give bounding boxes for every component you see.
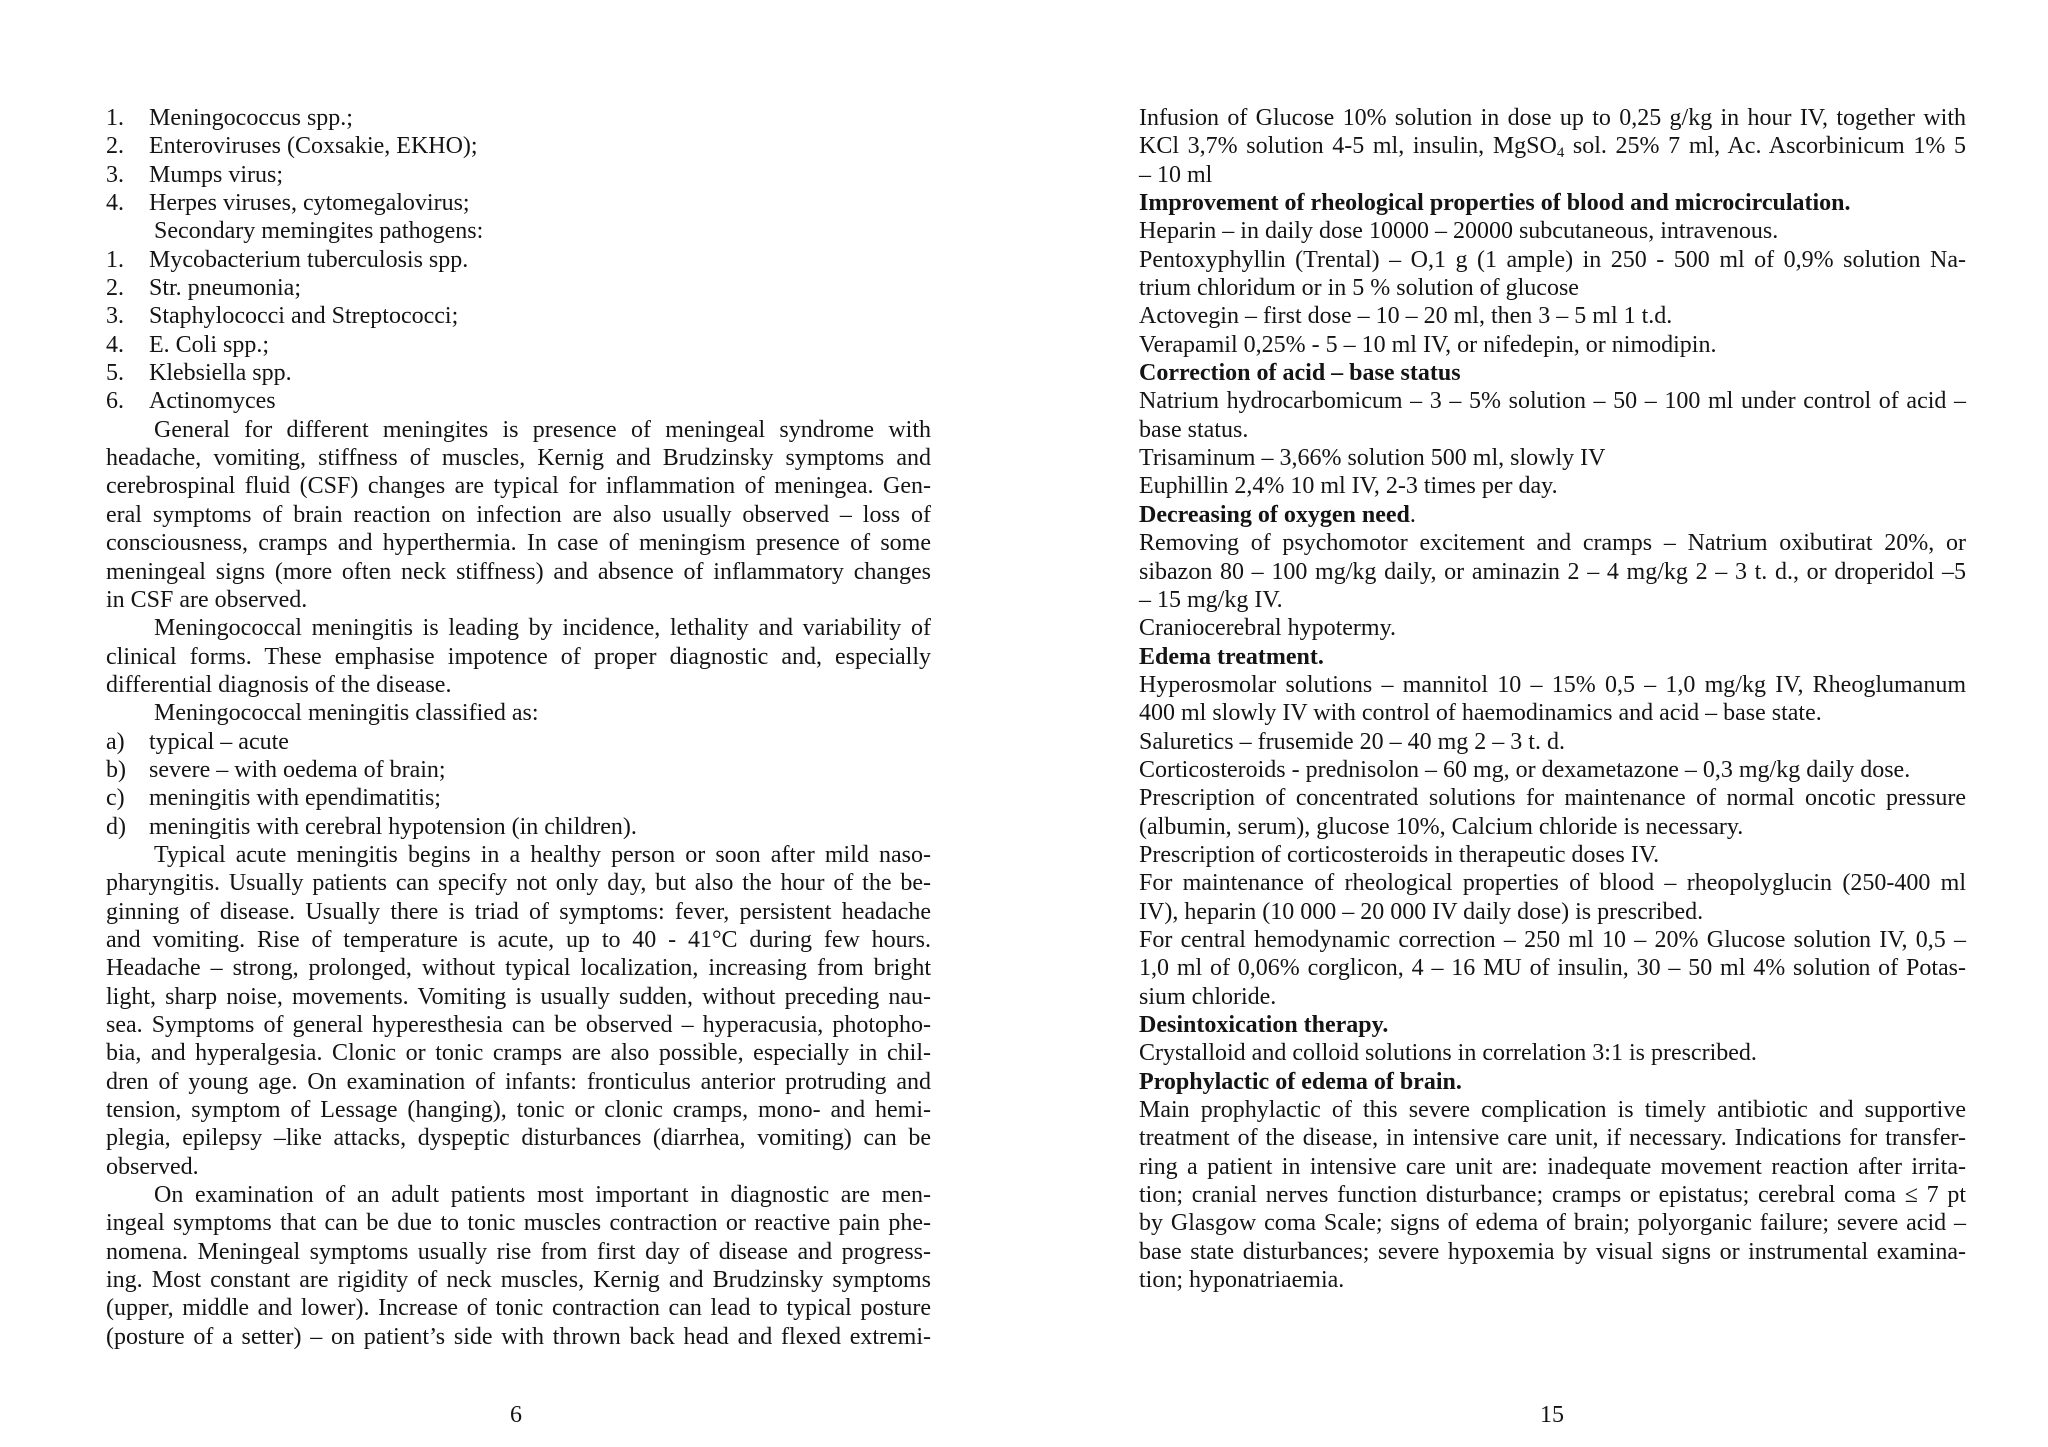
line-text: Heparin – in daily dose 10000 – 20000 subcutaneous, intravenous. — [1139, 218, 1779, 245]
text-line — [1139, 841, 1966, 869]
text-line — [1139, 1124, 1966, 1152]
line-text: sibazon 80 – 100 mg/kg daily, or aminazin 2 – 4 mg/kg 2 – 3 t. d., or droperidol –5 — [1139, 558, 1966, 585]
text-line — [106, 1294, 931, 1322]
line-text: light, sharp noise, movements. Vomiting is usually sudden, without preceding nau- — [106, 983, 931, 1010]
page-number-right: 15 — [1540, 1402, 1564, 1428]
line-text: observed. — [106, 1153, 199, 1180]
line-text: base status. — [1139, 416, 1249, 443]
text-line — [1139, 472, 1966, 500]
line-text: – 15 mg/kg IV. — [1139, 586, 1283, 613]
line-text: Removing of psychomotor excitement and cramps – Natrium oxibutirat 20%, or — [1139, 530, 1966, 557]
text-entry — [1139, 671, 1966, 728]
line-text: General for different meningites is presence of meningeal syndrome with — [154, 416, 931, 443]
list-item — [106, 784, 931, 812]
line-text: Saluretics – frusemide 20 – 40 mg 2 – 3 t. d. — [1139, 728, 1565, 755]
paragraph — [106, 699, 931, 727]
text-line — [106, 529, 931, 557]
list-marker: c) — [106, 785, 125, 812]
line-text: Pentoxyphyllin (Trental) – O,1 g (1 ample) in 250 - 500 ml of 0,9% solution Na- — [1139, 246, 1966, 273]
text-line — [1139, 614, 1966, 642]
paragraph — [106, 416, 931, 614]
list-item-text: meningitis with cerebral hypotension (in children). — [149, 813, 637, 840]
list-item — [106, 132, 931, 160]
text-entry — [1139, 869, 1966, 926]
list-item-text: Enteroviruses (Coxsakie, EKHO); — [149, 133, 478, 160]
list-marker: 3. — [106, 303, 124, 330]
list-item-text: Str. pneumonia; — [149, 275, 301, 302]
text-entry — [1139, 529, 1966, 614]
line-text: by Glasgow coma Scale; signs of edema of brain; polyorganic failure; severe acid – — [1139, 1210, 1966, 1237]
text-line — [106, 954, 931, 982]
line-text: Corticosteroids - prednisolon – 60 mg, or dexametazone – 0,3 mg/kg daily dose. — [1139, 756, 1911, 783]
section-heading — [1139, 501, 1966, 529]
line-text: IV), heparin (10 000 – 20 000 IV daily dose) is prescribed. — [1139, 898, 1704, 925]
text-line — [1139, 1209, 1966, 1237]
text-line — [1139, 1181, 1966, 1209]
text-line — [1139, 926, 1966, 954]
text-line — [1139, 1011, 1966, 1039]
line-text: differential diagnosis of the disease. — [106, 671, 452, 698]
list-item — [106, 331, 931, 359]
text-line — [1139, 246, 1966, 274]
line-text: Crystalloid and colloid solutions in correlation 3:1 is prescribed. — [1139, 1040, 1757, 1067]
text-line — [1139, 444, 1966, 472]
line-text: Main prophylactic of this severe complication is timely antibiotic and supportive — [1139, 1097, 1966, 1124]
text-line — [1139, 954, 1966, 982]
list-item — [106, 359, 931, 387]
text-line — [106, 1266, 931, 1294]
list-item — [106, 189, 931, 217]
text-line — [106, 416, 931, 444]
line-text: (posture of a setter) – on patient’s side with thrown back head and flexed extremi- — [106, 1323, 931, 1350]
text-line — [1139, 189, 1966, 217]
text-line — [106, 1238, 931, 1266]
line-text: Craniocerebral hypotermy. — [1139, 615, 1397, 642]
text-line — [1139, 217, 1966, 245]
line-text: Secondary memingites pathogens: — [154, 218, 484, 245]
text-entry — [1139, 104, 1966, 189]
text-line — [106, 699, 931, 727]
text-run: sol. 25% 7 ml, Ac. Ascorbinicum 1% 5 — [1564, 133, 1966, 160]
line-text: in CSF are observed. — [106, 586, 308, 613]
text-line — [106, 472, 931, 500]
text-line — [106, 614, 931, 642]
line-text: For central hemodynamic correction – 250 ml 10 – 20% Glucose solution IV, 0,5 – — [1139, 926, 1966, 953]
paragraph — [106, 217, 931, 245]
numbered-list — [106, 246, 931, 416]
line-text: tion; cranial nerves function disturbance; cramps or epistatus; cerebral coma ≤ 7 pt — [1139, 1182, 1966, 1209]
heading-text: Desintoxication therapy. — [1139, 1012, 1389, 1038]
list-item — [106, 813, 931, 841]
text-entry — [1139, 246, 1966, 303]
page-number-left: 6 — [510, 1402, 522, 1428]
text-line — [1139, 1039, 1966, 1067]
text-entry — [1139, 331, 1966, 359]
subscript: 4 — [1556, 145, 1565, 162]
text-line — [106, 586, 931, 614]
list-item-text: severe – with oedema of brain; — [149, 756, 446, 783]
line-text: Verapamil 0,25% - 5 – 10 ml IV, or nifedepin, or nimodipin. — [1139, 331, 1717, 358]
line-text: ring a patient in intensive care unit are: inadequate movement reaction after irrita- — [1139, 1153, 1966, 1180]
text-line — [106, 1011, 931, 1039]
text-line — [1139, 359, 1966, 387]
numbered-list — [106, 104, 931, 217]
text-line — [1139, 1153, 1966, 1181]
heading-text: Improvement of rheological properties of blood and microcirculation. — [1139, 190, 1851, 217]
line-text: Prescription of concentrated solutions for maintenance of normal oncotic pressure — [1139, 785, 1966, 812]
list-item — [106, 728, 931, 756]
text-line — [1139, 1068, 1966, 1096]
section-heading — [1139, 1011, 1966, 1039]
line-text: Meningococcal meningitis is leading by incidence, lethality and variability of — [154, 615, 931, 642]
heading-text: Prophylactic of edema of brain. — [1139, 1068, 1462, 1095]
list-marker: 4. — [106, 331, 124, 358]
heading-text: Correction of acid – base status — [1139, 360, 1461, 387]
text-line — [106, 217, 931, 245]
list-item-text: meningitis with ependimatitis; — [149, 785, 441, 812]
list-marker: a) — [106, 728, 125, 755]
text-line — [106, 983, 931, 1011]
text-line — [1139, 558, 1966, 586]
text-entry — [1139, 444, 1966, 472]
line-text: nomena. Meningeal symptoms usually rise from first day of disease and progress- — [106, 1238, 931, 1265]
numbered-list — [106, 728, 931, 841]
text-line — [106, 1153, 931, 1181]
text-line — [1139, 728, 1966, 756]
text-line — [106, 1124, 931, 1152]
line-text: trium chloridum or in 5 % solution of glucose — [1139, 275, 1579, 302]
line-text: dren of young age. On examination of infants: fronticulus anterior protruding and — [106, 1068, 931, 1095]
list-item-text: Meningococcus spp.; — [149, 105, 353, 131]
list-marker: d) — [106, 813, 126, 840]
text-line — [1139, 132, 1966, 160]
line-text: For maintenance of rheological properties of blood – rheopolyglucin (250-400 ml — [1139, 870, 1966, 897]
list-item — [106, 387, 931, 415]
text-entry — [1139, 728, 1966, 756]
text-line — [106, 926, 931, 954]
line-text: treatment of the disease, in intensive care unit, if necessary. Indications for transfer- — [1139, 1125, 1966, 1152]
right-page-text-column — [1139, 104, 1966, 1294]
line-text: 1,0 ml of 0,06% corglicon, 4 – 16 MU of insulin, 30 – 50 ml 4% solution of Potas- — [1139, 955, 1966, 982]
list-item — [106, 161, 931, 189]
text-entry — [1139, 217, 1966, 245]
line-text: Euphillin 2,4% 10 ml IV, 2-3 times per day. — [1139, 473, 1558, 500]
section-heading — [1139, 643, 1966, 671]
text-run: . — [1409, 501, 1416, 528]
line-text: Actovegin – first dose – 10 – 20 ml, then 3 – 5 ml 1 t.d. — [1139, 303, 1673, 330]
list-item-text: typical – acute — [149, 728, 289, 755]
text-line — [1139, 756, 1966, 784]
list-item-text: Mumps virus; — [149, 161, 284, 188]
line-text: Infusion of Glucose 10% solution in dose up to 0,25 g/kg in hour IV, together with — [1139, 105, 1966, 131]
line-text: (upper, middle and lower). Increase of tonic contraction can lead to typical posture — [106, 1295, 931, 1322]
line-text: plegia, epilepsy –like attacks, dyspeptic disturbances (diarrhea, vomiting) can be — [106, 1125, 931, 1152]
line-text: cerebrospinal fluid (CSF) changes are typical for inflammation of meningea. Gen- — [106, 473, 931, 500]
line-text: bia, and hyperalgesia. Clonic or tonic cramps are also possible, especially in chil- — [106, 1040, 931, 1067]
text-entry — [1139, 841, 1966, 869]
text-line — [106, 643, 931, 671]
line-text: 400 ml slowly IV with control of haemodinamics and acid – base state. — [1139, 700, 1822, 727]
list-item-text: Mycobacterium tuberculosis spp. — [149, 246, 469, 273]
list-item — [106, 302, 931, 330]
text-line — [1139, 1238, 1966, 1266]
line-text: Typical acute meningitis begins in a healthy person or soon after mild naso- — [154, 841, 931, 868]
line-text: base state disturbances; severe hypoxemia by visual signs or instrumental examina- — [1139, 1238, 1966, 1265]
text-line — [1139, 671, 1966, 699]
list-item-text: E. Coli spp.; — [149, 331, 270, 358]
line-text: Prescription of corticosteroids in therapeutic doses IV. — [1139, 841, 1660, 868]
text-line — [1139, 501, 1966, 529]
text-line — [106, 869, 931, 897]
line-text: consciousness, cramps and hyperthermia. In case of meningism presence of some — [106, 530, 931, 557]
text-line — [106, 1096, 931, 1124]
list-marker: 2. — [106, 275, 124, 302]
line-text: Trisaminum – 3,66% solution 500 ml, slowly IV — [1139, 445, 1606, 472]
left-page-text-column — [106, 104, 931, 1351]
text-entry — [1139, 614, 1966, 642]
text-entry — [1139, 784, 1966, 841]
line-text: meningeal signs (more often neck stiffness) and absence of inflammatory changes — [106, 558, 931, 585]
line-text: sea. Symptoms of general hyperesthesia can be observed – hyperacusia, photopho- — [106, 1012, 931, 1038]
text-line — [1139, 898, 1966, 926]
text-line — [106, 1181, 931, 1209]
line-text: ginning of disease. Usually there is triad of symptoms: fever, persistent headache — [106, 898, 931, 925]
text-line — [1139, 416, 1966, 444]
text-entry — [1139, 756, 1966, 784]
list-item — [106, 246, 931, 274]
text-line — [1139, 387, 1966, 415]
line-text: clinical forms. These emphasise impotence of proper diagnostic and, especially — [106, 643, 931, 670]
line-text: tension, symptom of Lessage (hanging), tonic or clonic cramps, mono- and hemi- — [106, 1097, 931, 1124]
line-text: and vomiting. Rise of temperature is acute, up to 40 - 41°C during few hours. — [106, 926, 931, 953]
text-line — [1139, 1266, 1966, 1294]
line-text: Hyperosmolar solutions – mannitol 10 – 15% 0,5 – 1,0 mg/kg IV, Rheoglumanum — [1139, 671, 1966, 698]
list-marker: 2. — [106, 133, 124, 160]
text-entry — [1139, 926, 1966, 1011]
list-marker: 5. — [106, 360, 124, 387]
section-heading — [1139, 1068, 1966, 1096]
text-line — [106, 841, 931, 869]
list-item-text: Herpes viruses, cytomegalovirus; — [149, 190, 470, 217]
text-line — [1139, 331, 1966, 359]
line-text: – 10 ml — [1139, 161, 1213, 188]
line-text: headache, vomiting, stiffness of muscles, Kernig and Brudzinsky symptoms and — [106, 445, 931, 472]
section-heading — [1139, 359, 1966, 387]
line-text: sium chloride. — [1139, 983, 1277, 1010]
text-line — [1139, 302, 1966, 330]
paragraph — [106, 614, 931, 699]
line-text: Meningococcal meningitis classified as: — [154, 700, 539, 727]
list-marker: 3. — [106, 161, 124, 188]
text-entry — [1139, 387, 1966, 444]
list-item — [106, 274, 931, 302]
line-text: tion; hyponatriaemia. — [1139, 1267, 1345, 1294]
text-line — [106, 1209, 931, 1237]
list-item-text: Actinomyces — [149, 388, 276, 415]
line-text: ingeal symptoms that can be due to tonic muscles contraction or reactive pain phe- — [106, 1210, 931, 1237]
line-text: Headache – strong, prolonged, without typical localization, increasing from bright — [106, 955, 931, 982]
text-line — [1139, 274, 1966, 302]
heading-text: Edema treatment. — [1139, 643, 1324, 670]
list-item — [106, 104, 931, 132]
list-item-text: Klebsiella spp. — [149, 360, 292, 387]
list-marker: 1. — [106, 105, 124, 131]
text-run: KCl 3,7% solution 4-5 ml, insulin, MgSO — [1139, 133, 1557, 160]
text-entry — [1139, 302, 1966, 330]
text-line — [1139, 983, 1966, 1011]
heading-text: Decreasing of oxygen need — [1139, 501, 1410, 528]
text-line — [106, 501, 931, 529]
text-line — [1139, 1096, 1966, 1124]
list-marker: 4. — [106, 190, 124, 217]
text-line — [1139, 813, 1966, 841]
text-line — [106, 1323, 931, 1351]
text-line — [106, 898, 931, 926]
list-item-text: Staphylococci and Streptococci; — [149, 303, 459, 330]
list-marker: 1. — [106, 246, 124, 273]
line-text: ing. Most constant are rigidity of neck muscles, Kernig and Brudzinsky symptoms — [106, 1267, 931, 1294]
text-line — [106, 444, 931, 472]
text-entry — [1139, 1039, 1966, 1067]
text-line — [106, 1039, 931, 1067]
paragraph — [106, 1181, 931, 1351]
text-line — [1139, 869, 1966, 897]
paragraph — [106, 841, 931, 1181]
section-heading — [1139, 189, 1966, 217]
text-line — [1139, 699, 1966, 727]
text-entry — [1139, 472, 1966, 500]
line-text: Natrium hydrocarbomicum – 3 – 5% solution – 50 – 100 ml under control of acid – — [1139, 388, 1966, 415]
text-line — [1139, 161, 1966, 189]
list-marker: 6. — [106, 388, 124, 415]
text-line — [1139, 104, 1966, 132]
right-page — [1024, 0, 2048, 1447]
text-entry — [1139, 1096, 1966, 1294]
list-item — [106, 756, 931, 784]
text-line — [1139, 586, 1966, 614]
text-line — [1139, 643, 1966, 671]
line-text: eral symptoms of brain reaction on infection are also usually observed – loss of — [106, 501, 931, 528]
line-text: pharyngitis. Usually patients can specify not only day, but also the hour of the be- — [106, 870, 931, 897]
text-line — [106, 1068, 931, 1096]
text-line — [106, 558, 931, 586]
text-line — [1139, 529, 1966, 557]
text-line — [1139, 784, 1966, 812]
text-line — [106, 671, 931, 699]
list-marker: b) — [106, 756, 126, 783]
line-text: (albumin, serum), glucose 10%, Calcium chloride is necessary. — [1139, 813, 1744, 840]
line-text: On examination of an adult patients most important in diagnostic are men- — [154, 1182, 931, 1209]
